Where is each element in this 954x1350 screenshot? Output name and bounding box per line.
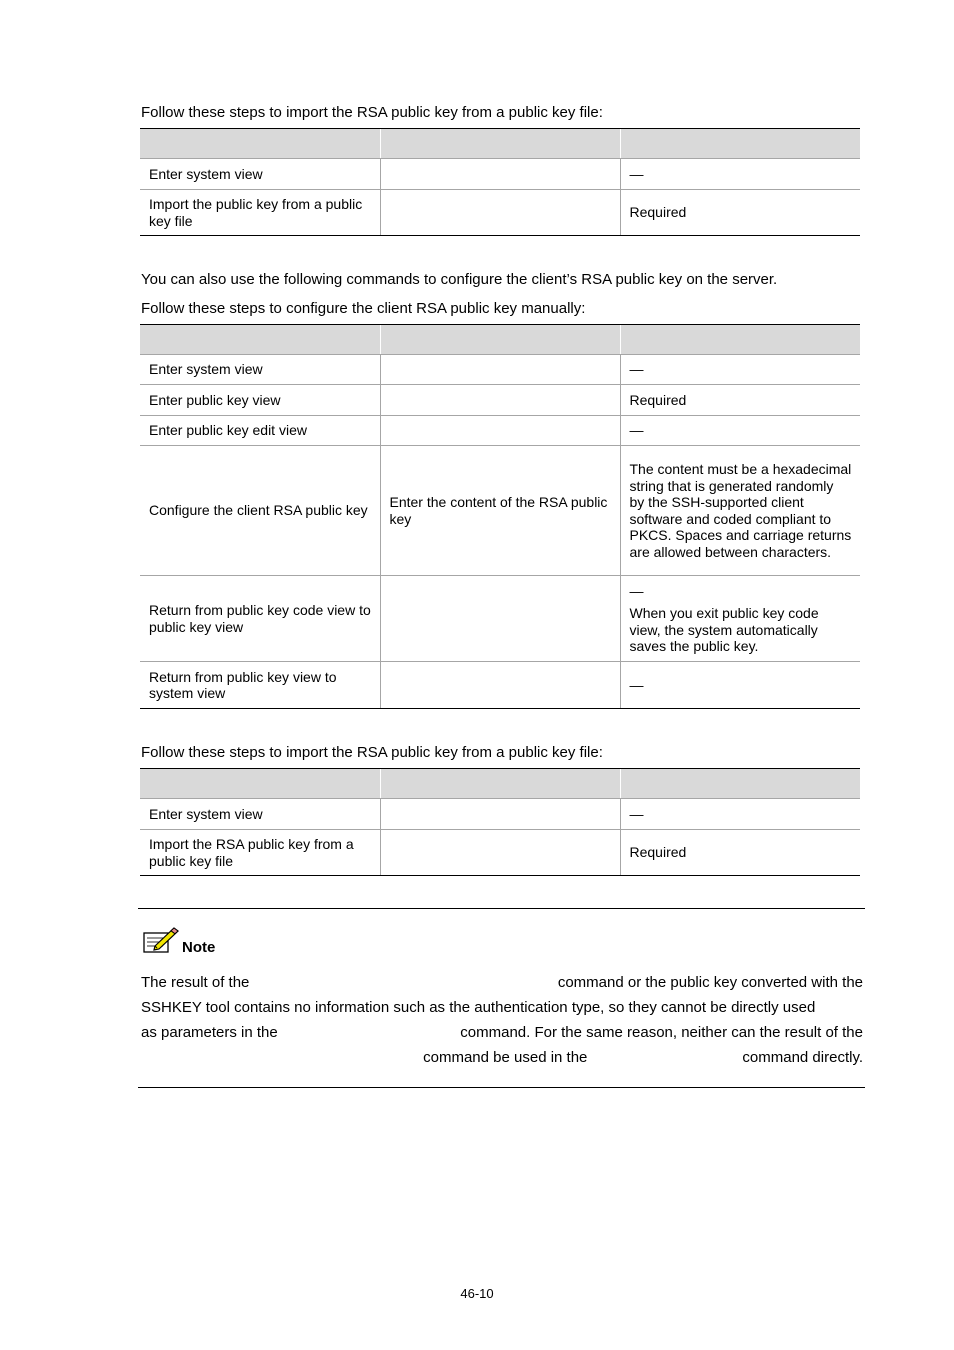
cell-operation: Enter system view: [140, 159, 380, 190]
cell-command: Enter the content of the RSA public key: [380, 446, 620, 576]
table-header-row: [140, 325, 860, 355]
table-header-row: [140, 129, 860, 159]
cell-remarks: The content must be a hexadecimal string that is generated randomly by the SSH-supported client software and coded compliant to PKCS. Spaces and carriage returns are allowed between characters.: [620, 446, 860, 576]
cell-command: [380, 159, 620, 190]
table-row: [140, 416, 860, 446]
table-header-row: [140, 769, 860, 799]
cell-command: [380, 385, 620, 416]
header-cell: [380, 769, 620, 799]
header-cell: [620, 769, 860, 799]
cell-operation: Enter public key edit view: [140, 416, 380, 446]
note-line: [141, 1020, 863, 1045]
cell-command: [380, 799, 620, 830]
header-cell: [140, 325, 380, 355]
cell-command: [380, 662, 620, 709]
note-text-segment: SSHKEY tool contains no information such as the authentication type, so they cannot be directly used: [141, 999, 816, 1016]
cell-operation: Return from public key view to system view: [140, 662, 380, 709]
cell-operation: Enter public key view: [140, 385, 380, 416]
intro-import-rsa-public-key: Follow these steps to import the RSA public key from a public key file:: [141, 744, 603, 761]
cell-remarks: Required: [620, 190, 860, 236]
cell-operation: Enter system view: [140, 799, 380, 830]
cell-operation: Return from public key code view to public key view: [140, 576, 380, 662]
table-row: [140, 662, 860, 709]
header-cell: [380, 129, 620, 159]
note-label: Note: [182, 939, 216, 956]
table-import-rsa-public-key: [140, 768, 860, 876]
header-cell: [620, 129, 860, 159]
intro-configure-manually: Follow these steps to configure the client RSA public key manually:: [141, 300, 586, 317]
table-row: [140, 799, 860, 830]
table-import-public-key: [140, 128, 860, 236]
cell-operation: Import the RSA public key from a public key file: [140, 830, 380, 876]
table-row: [140, 385, 860, 416]
cell-remarks: —: [620, 799, 860, 830]
page-number: 46-10: [460, 1286, 494, 1301]
cell-operation: Configure the client RSA public key: [140, 446, 380, 576]
cell-command: [380, 830, 620, 876]
note-line: [141, 970, 863, 995]
header-cell: [620, 325, 860, 355]
cell-command: [380, 190, 620, 236]
intro-import-public-key: Follow these steps to import the RSA public key from a public key file:: [141, 104, 603, 121]
table-row: [140, 190, 860, 236]
table-row: [140, 446, 860, 576]
cell-remarks: —: [620, 662, 860, 709]
header-cell: [380, 325, 620, 355]
cell-remarks: Required: [620, 385, 860, 416]
cell-remarks: —: [620, 416, 860, 446]
table-row: [140, 159, 860, 190]
cell-command: [380, 416, 620, 446]
note-text-segment: command or the public key converted with the: [557, 974, 863, 991]
note-bottom-rule: [138, 1087, 865, 1088]
note-text-segment: as parameters in the: [141, 1024, 278, 1041]
cell-command: [380, 576, 620, 662]
remark-dash: —: [629, 582, 644, 599]
cell-operation: Import the public key from a public key file: [140, 190, 380, 236]
note-text-segment: The result of the: [141, 974, 250, 991]
table-row: [140, 830, 860, 876]
table-configure-manually: [140, 324, 860, 709]
cell-operation: Enter system view: [140, 355, 380, 385]
table-row: [140, 355, 860, 385]
note-line: [141, 995, 863, 1020]
note-text-segment: command be used in the: [423, 1049, 588, 1066]
cell-remarks: [620, 576, 860, 662]
header-cell: [140, 769, 380, 799]
note-paragraph: [141, 970, 863, 1070]
paragraph-configure-on-server: You can also use the following commands to configure the client’s RSA public key on the server.: [141, 271, 778, 288]
note-top-rule: [138, 908, 865, 909]
remark-text: When you exit public key code view, the system automatically saves the public key.: [629, 605, 819, 654]
cell-remarks: —: [620, 159, 860, 190]
cell-command: [380, 355, 620, 385]
note-pencil-icon: [141, 925, 179, 955]
cell-remarks: —: [620, 355, 860, 385]
table-row: [140, 576, 860, 662]
note-text-segment: command directly.: [742, 1049, 863, 1066]
note-text-segment: command. For the same reason, neither can the result of the: [460, 1024, 863, 1041]
note-line: [141, 1045, 863, 1070]
cell-remarks: Required: [620, 830, 860, 876]
header-cell: [140, 129, 380, 159]
